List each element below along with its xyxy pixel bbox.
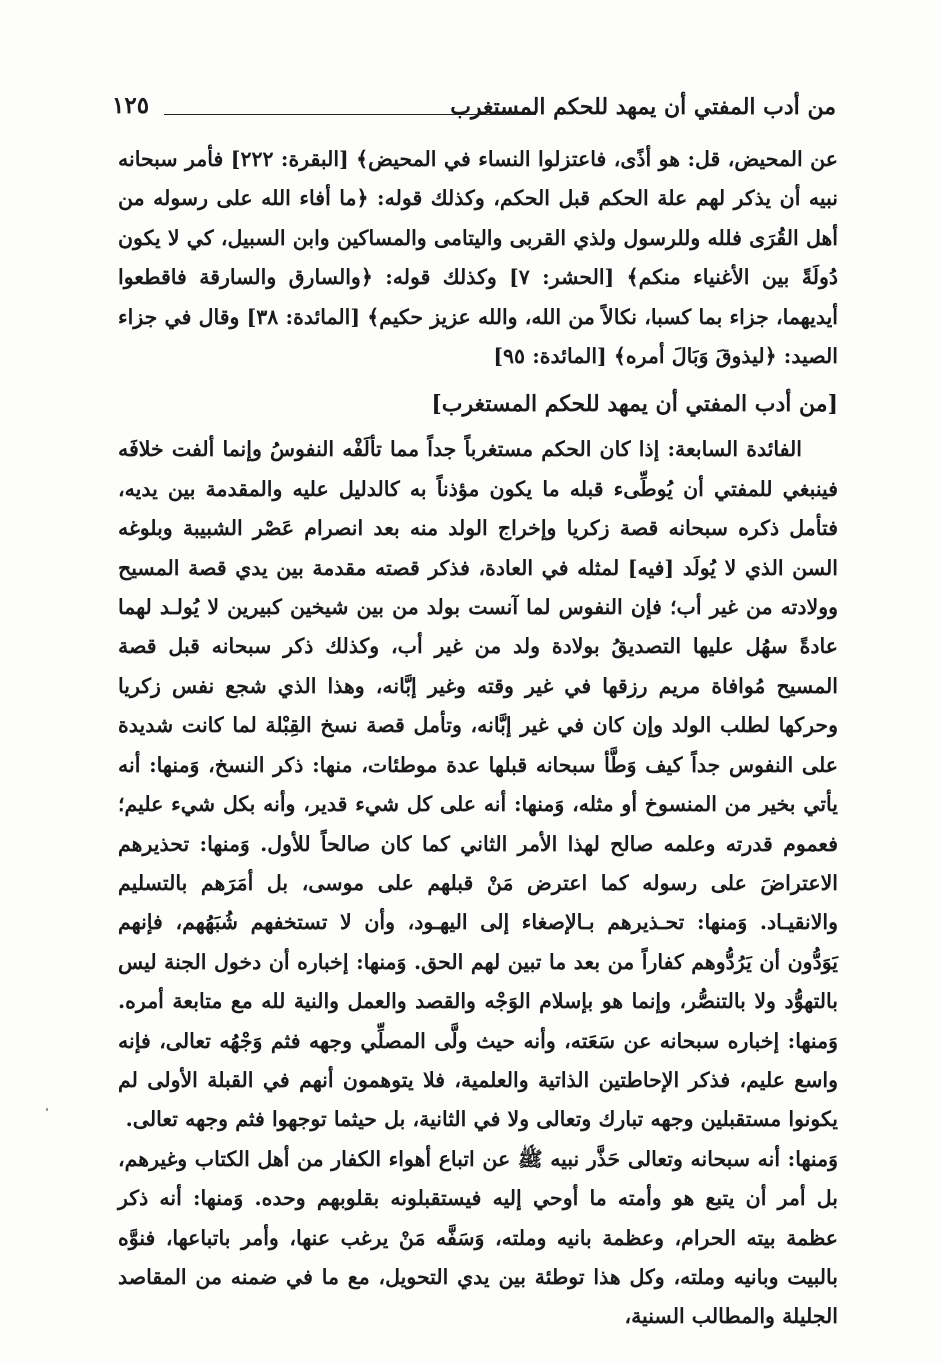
page-body	[118, 140, 838, 1337]
page-header	[112, 88, 836, 128]
paragraph-seventh-benefit: الفائدة السابعة: إذا كان الحكم مستغرباً جداً مما تألَفْه النفوسُ وإنما ألفت خلافَه فينبغي للمفتي أن يُوطِّىء قبله ما يكون مؤذناً به كالدليل عليه والمقدمة بين يديه، فتأمل ذكره سبحانه قصة زكريا وإخراج الولد منه بعد انصرام عَصْر الشبيبة وبلوغه السن الذي لا يُولَد [فيه] لمثله في العادة، فذكر قصته مقدمة بين يدي قصة المسيح وولادته من غير أب؛ فإن النفوس لما آنست بولد من بين شيخين كبيرين لا يُولـد لهما عادةً سهُل عليها التصديقُ بولادة ولد من غير أب، وكذلك ذكر سبحانه قبل قصة المسيح مُوافاة مريم رزقها في غير وقته وغير إبَّانه، وهذا الذي شجع نفس زكريا وحركها لطلب الولد وإن كان في غير إبَّانه، وتأمل قصة نسخ القِبْلة لما كانت شديدة على النفوس جداً كيف وَطَّأ سبحانه قبلها عدة موطئات، منها: ذكر النسخ، وَمنها: أنه يأتي بخير من المنسوخ أو مثله، وَمنها: أنه على كل شيء قدير، وأنه بكل شيء عليم؛ فعموم قدرته وعلمه صالح لهذا الأمر الثاني كما كان صالحاً للأول. وَمنها: تحذيرهم الاعتراضَ على رسوله كما اعترض مَنْ قبلهم على موسى، بل أمَرَهم بالتسليم والانقيـاد. وَمنها: تحـذيرهم بـالإصغاء إلى اليهـود، وأن لا تستخفهم شُبَهُهم، فإنهم يَوَدُّون أن يَرُدُّوهم كفاراً من بعد ما تبين لهم الحق. وَمنها: إخباره أن دخول الجنة ليس بالتهوُّد ولا بالتنصُّر، وإنما هو بإسلام الوَجْه والقصد والعمل والنية لله مع متابعة أمره. وَمنها: إخباره سبحانه عن سَعَته، وأنه حيث ولَّى المصلِّي وجهه فثم وَجْهُه تعالى، فإنه واسع عليم، فذكر الإحاطتين الذاتية والعلمية، فلا يتوهمون أنهم في القبلة الأولى لم يكونوا مستقبلين وجهه تبارك وتعالى ولا في الثانية، بل حيثما توجهوا فثم وجهه تعالى.	[118, 437, 838, 1132]
margin-mark	[46, 1108, 48, 1111]
header-rule	[164, 114, 536, 115]
section-heading: [من أدب المفتي أن يمهد للحكم المستغرب]	[431, 391, 838, 418]
running-title: من أدب المفتي أن يمهد للحكم المستغرب	[450, 94, 836, 120]
paragraph-continuation: عن المحيض، قل: هو أذًى، فاعتزلوا النساء في المحيض﴾ [البقرة: ٢٢٢] فأمر سبحانه نبيه أن يذكر لهم علة الحكم قبل الحكم، وكذلك قوله: ﴿ما أفاء الله على رسوله من أهل القُرَى فلله وللرسول ولذي القربى واليتامى والمساكين وابن السبيل، كي لا يكون دُولَةً بين الأغنياء منكم﴾ [الحشر: ٧] وكذلك قوله: ﴿والسارق والسارقة فاقطعوا أيديهما، جزاء بما كسبا، نكالاً من الله، والله عزيز حكيم﴾ [المائدة: ٣٨] وقال في جزاء الصيد: ﴿ليذوقَ وَبَالَ أمره﴾ [المائدة: ٩٥]	[118, 147, 838, 369]
page-number: ١٢٥	[112, 92, 150, 119]
paragraph-closing: وَمنها: أنه سبحانه وتعالى حَذَّر نبيه ﷺ عن اتباع أهواء الكفار من أهل الكتاب وغيرهم، بل أمر أن يتبع هو وأمته ما أوحي إليه فيستقبلونه بقلوبهم وحده. وَمنها: أنه ذكر عظمة بيته الحرام، وعظمة بانيه وملته، وَسَفَّه مَنْ يرغب عنها، وأمر باتباعها، فنوَّه بالبيت وبانيه وملته، وكل هذا توطئة بين يدي التحويل، مع ما في ضمنه من المقاصد الجليلة والمطالب السنية،	[118, 1146, 838, 1329]
